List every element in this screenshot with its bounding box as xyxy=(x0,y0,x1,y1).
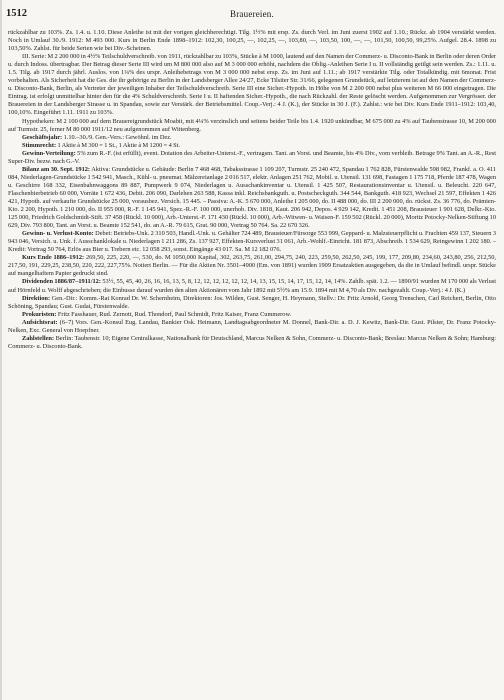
section-direktion xyxy=(8,295,496,311)
section-title: Direktion: xyxy=(22,294,51,302)
section-text: 1 Aktie à M 300 = 1 St., 1 Aktie à M 1200 = 4 St. xyxy=(57,141,181,149)
section-zahlstellen xyxy=(8,335,496,351)
section-title: Geschäftsjahr: xyxy=(22,133,63,141)
section-aufsichtsrat xyxy=(8,319,496,335)
section-text: 53½, 55, 45, 40, 26, 16, 16, 13, 5, 8, 12, 12, 12, 12, 12, 12, 14, 13, 15, 15, 14, 17, 15, 12, 14, 14%. Zahlb. spät. 1.2. — 1890/91 wurden M 170 000 als Verlust auf Hörnfeld u. Wolff abgeschrieben; die Einbusse darauf wurden den alten Aktionären vom Jahr 1892 mit 5½% am 15.9. 1894 mit M 4,70 als Div. nachgezahlt. Coup.-Verj.: 4 J. (K.) xyxy=(8,278,496,294)
section-gewinn-verlust xyxy=(8,230,496,254)
section-title: Zahlstellen: xyxy=(22,334,55,342)
page-header xyxy=(0,8,504,22)
section-title: Gewinn-Verteilung: xyxy=(22,149,76,157)
section-kurs xyxy=(8,254,496,278)
running-head: Brauereien. xyxy=(230,9,274,19)
section-title: Prokuristen: xyxy=(22,310,57,318)
section-text: (6–7) Vors. Gen.-Konsul Eug. Landau, Bankier Osk. Heimann, Landtagsabgeordneter M. Donnel, Bank-Dir. a. D. J. Kewitz, Bank-Dir. Gust. Pilster, Dr. Franz Potocky-Nelken, Exc. General von Hoepfner. xyxy=(8,318,497,334)
paragraph-anleihe-iii: III. Serie: M 2 200 000 in 4½% Teilschuldverschreib. von 1911, rückzahlbar zu 103%, Stücke à M 1000, lautend auf den Namen der Commerz- u. Disconto-Bank in Berlin oder deren Order u. durch Indoss. übertragbar. Der Betrag dieser Serie III wird um M 800 000 also auf M 3 000 000 erhöht, nachdem die Oblig.-Anleihen Serie I u. II vollständig getilgt sein werden. Zs.: 1.11. u. 1.5. Tilg. ab 1917 durch jährl. Auslos. von 1¼% des urspr. Anleihebetrags von M 3 000 000 nebst ersp. Zs. im Juni auf 1.11.; ab 1917 verstärkte Tilg. oder Totalkündig. mit 6monat. Frist vorbehalten. Als Sicherheit hat die Ges. die ihr gehörige zu Berlin in der Landsberger Allee 24/27, Ecke Tilsiter Str. 31/66, gelegenen Grundstück, auf letzterem ist auf den Namen der Commerz- u. Disconto-Bank, Berlin, als Vertreter der jeweiligen Inhaber der Teilschuldverschreib. Serie III eine Sicher.-Hypoth. in Höhe von M 2 200 000 nebst plus weiteren M 66 000 eingetragen. Die Eintrag. ist erfolgt unmittelbar hinter den für die 4% Schuldverschreib. Serie I u. II haftenden Sicher.-Hypoth., die nach Rückzahl. der Reste gelöscht werden. Aufgenommen zur Vergrösser. der Brauereien in der Landsberger Strasse u. in Spandau, sowie zur Verstärk. der Betriebsmittel. Coup.-Verj.: 4 J. (K.), der Stücke in 30 J. (F.). Zahlst.: wie bei Div. Kurs Ende 1911–1912: 103,40, 100,10%. Eingeführt 1.11. 1911 zu 103%. xyxy=(8,53,496,117)
section-dividenden xyxy=(8,278,496,294)
section-prokuristen xyxy=(8,311,496,319)
page-number: 1512 xyxy=(6,8,27,19)
section-text: Berlin: Taubenstr. 10; Eigene Centralkasse, Nationalbank für Deutschland, Marcus Nelken & Sohn, Commerz- u. Disconto-Bank; Breslau: Marcus Nelken & Sohn; Hamburg: Commerz- u. Disconto-Bank. xyxy=(8,334,497,350)
section-text: Aktiva: Grundstücke u. Gebäude: Berlin 7 468 468, Tabaksstrasse 1 109 207, Turmstr. 25 240 472, Spandau 1 762 828, Fürstenwalde 598 982, Frankf. a. O. 411 084, Niederlagen-Grundstücke 1 542 941, Masch., Kühl- u. pneumat. Mälzereianlage 2 016 517, elektr. Anlagen 251 762, Mobil. u. Utensil. 131 698, Fastagen 1 175 718, Pferde 187 478, Wagen u. Geschirre 168 332, Eisenbahnwaggons 89 887, Pumpwerk 9 074, Niederlagen u. Ausschankinventar u. Utensil. 1 425 507, Restaurationsinventar u. Utensil. u. Beleucht. 220 647, Flaschenbierbetrieb 60 000, Vorräte 1 672 436, Debit. 206 090, Darlehen 263 588, Kassa inkl. Reichsbankguth. u. Postscheckguth. 344 544, Bankguth. 418 923, Wechsel 21 597, Effekten 1 426 421, Hypoth. auf verkaufte Grundstücke 25 000, vorausbez. Versich. 15 445. – Passiva: A.-K. 5 670 000, Anleihe I 205 000, do. II 488 000, do. III 2 200 000, do. rückst. Zs. 36 776, do. Prämien-Kto. 2 200, Hypoth. 1 210 000, do. II 955 000, R.-F. 1 145 941, Spez.-R.-F. 100 000, unerhob. Div. 1818, Kaut. 206 942, Depos. 4 929 142, Kredit. 1 451 208, Brausteuer 1 901 628, Delkr.-Kto. 125 000, Friedrich Goldschmidt-Stift. 37 458 (Rückl. 10 000), Arb.-Unterst.-F. 171 430 (Rückl. 10 000), Arb.-Witwen- u. Waisen-F. 159 502 (Rückl. 20 000), Moritz Potocky-Nelken-Stiftung 10 629, Div. 793 800, Tant. an Vorst. u. Beamte 152 541, do. an A.-R. 79 615, Grat. 90 000, Vortrag 50 764. Sa. 22 670 326. xyxy=(8,165,496,230)
section-text: 269,50, 225, 220, —, 530, do. M 1050,000 Kapital, 302, 263,75, 261,00, 294,75, 240, 223, 259,50, 262,50, 245, 199, 177, 209,80, 234,60, 243,80, 256, 212,50, 217,50, 191, 229,25, 238,50, 220, 222, 227,75%. Notiert Berlin. — Für die Aktien Nr. 3501–4900 (Em. von 1891) wurden 1909 Ersatzaktien ausgegeben, da die in Umlauf befindl. urspr. Stücke auf mangelhaftem Papier gedruckt sind. xyxy=(8,254,497,278)
paragraph-anleihe-ii: rückzahlbar zu 103%. Zs. 1.4. u. 1.10. Diese Anleihe ist mit der vorigen gleichberechtigt. Tilg. 1½% mit ersp. Zs. durch Verl. im Juni zuerst 1902 auf 1.10.; Rückz. ab 1904 verstärkt werden. Noch in Umlauf 30./9. 1912: M 493 000. Kurs in Berlin Ende 1898–1912: 102,30, 100,25, —, 102,25, —, 103,80, —, 103,50, 100, —, —, 101,50, 100,50, 99,25%. Aufgel. 28.4. 1898 zu 103,50%. Zahlst. für beide Serien wie bei Div.-Scheinen. xyxy=(8,29,496,53)
scan-edge xyxy=(0,0,2,700)
section-text: Fritz Fasshauer, Rud. Zernott, Rud. Thondorf, Paul Schmidt, Fritz Kaiser, Franz Cummerow. xyxy=(57,310,292,318)
section-title: Kurs Ende 1886–1912: xyxy=(22,254,85,262)
body-text xyxy=(8,29,496,351)
section-text: Gen.-Dir.: Komm.-Rat Konrad Dr. W. Schernheim, Direktoren: Jos. Wilden, Gust. Senger, H. Heymann, Stellv.: Dr. Fritz Arnold, Georg Trenschen, Carl Reichert, Berlin, Otto Schöning, Spandau; Gust. Gudat, Fürstenwalde. xyxy=(8,294,496,310)
section-stimmrecht xyxy=(8,142,496,150)
section-title: Gewinn- u. Verlust-Konto: xyxy=(22,230,94,238)
section-bilanz xyxy=(8,166,496,230)
section-text: Debet: Betriebs-Unk. 2 310 503, Handl.-Unk. u. Gehälter 724 489, Brausteuer/Fürsorge 553 999, Geppard- u. Malzsteuerpflicht u. Frachten 459 137, Steuern 3 943 046, Versich. u. Unk. f. Ausschanklokale u. Niederlagen 1 211 286, Zs. 137 927, Effekten-Kursverlust 31 061, Arb.-Wohlf.-Einricht. 181 873, Abschreib. 1 534 629, Reingewinn 1 202 180. – Kredit: Vortrag 50 764, Erlös aus Bier u. Trebern etc. 12 058 293, sonst. Eingänge 43 017. Sa. M 12 182 076. xyxy=(8,230,496,254)
section-geschaeftsjahr xyxy=(8,134,496,142)
section-title: Stimmrecht: xyxy=(22,141,57,149)
section-title: Aufsichtsrat: xyxy=(22,318,58,326)
section-gewinn-verteilung xyxy=(8,150,496,166)
section-title: Bilanz am 30. Sept. 1912: xyxy=(22,165,91,173)
paragraph-hypotheken: Hypotheken: M 2 100 000 auf dem Brauereigrundstück Moabit, mit 4¼% verzinslich und seitens beider Teile bis 1.4. 1920 unkündbar, M 675 000 zu 4% auf Taubenstrasse 10, M 200 000 auf Turmstr. 25, ferner M 80 000 1911/12 neu aufgenommen auf Wittenberg. xyxy=(8,117,496,133)
section-title: Dividenden 1886/87–1911/12: xyxy=(22,278,101,286)
section-text: 5% zum R.-F. (ist erfüllt), event. Dotation des Arbeiter-Unterst.-F., vertragsm. Tant. an Vorst. und Beamte, bis 4% Div., vom verbleib. Betrage 9% Tant. an A.-R., Rest Super-Div. bezw. nach G.-V. xyxy=(8,149,496,165)
section-text: 1.10.–30./9. Gen.-Vers.: Gewöhnl. im Dez. xyxy=(63,133,172,141)
